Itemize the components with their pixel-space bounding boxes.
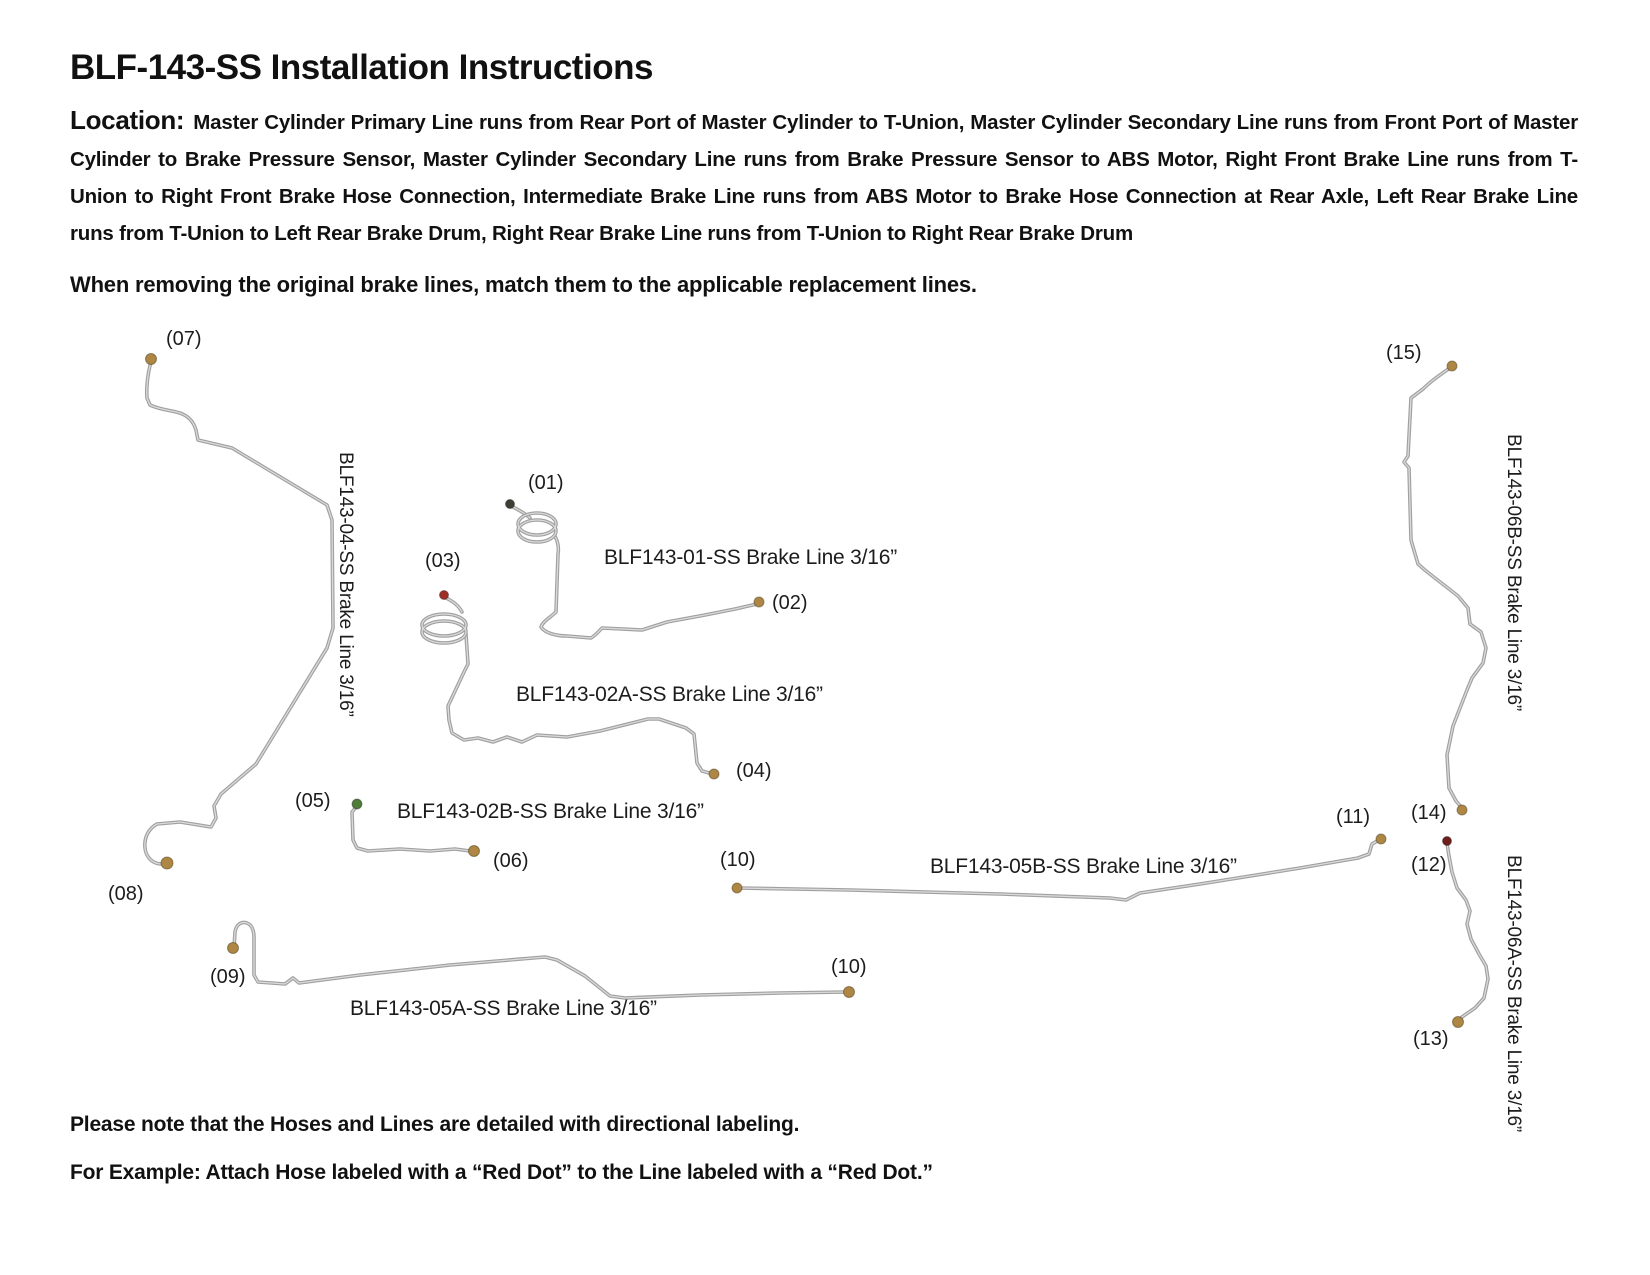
callout-09: (09)	[210, 966, 246, 988]
footer-example: For Example: Attach Hose labeled with a “Red Dot” to the Line labeled with a “Red Dot.”	[70, 1161, 933, 1184]
label-line-05a: BLF143-05A-SS Brake Line 3/16”	[350, 997, 657, 1020]
fitting-01-dark-dot	[506, 500, 515, 509]
callout-11: (11)	[1336, 806, 1371, 828]
callout-10-lower: (10)	[831, 956, 867, 978]
callout-12: (12)	[1411, 854, 1447, 876]
label-line-04-vertical: BLF143-04-SS Brake Line 3/16”	[335, 452, 356, 717]
page-title: BLF-143-SS Installation Instructions	[70, 48, 653, 87]
callout-06: (06)	[493, 850, 529, 872]
callout-04: (04)	[736, 760, 772, 782]
location-text: Master Cylinder Primary Line runs from Rear Port of Master Cylinder to T-Union, Master Cylinder Secondary Line runs from Front Port of Master Cylinder to Brake Pressure Sensor, Master Cylinder Secondary Line runs from Brake Pressure Sensor to ABS Motor, Right Front Brake Line runs from T-Union to Right Front Brake Hose Connection, Intermediate Brake Line runs from ABS Motor to Brake Hose Connection at Rear Axle, Left Rear Brake Line runs from T-Union to Left Rear Brake Drum, Right Rear Brake Line runs from T-Union to Right Rear Brake Drum	[70, 111, 1578, 245]
callout-03: (03)	[425, 550, 461, 572]
brake-line-01	[511, 506, 757, 638]
callout-13: (13)	[1413, 1028, 1449, 1050]
brake-line-05a	[234, 922, 847, 998]
match-note: When removing the original brake lines, match them to the applicable replacement lines.	[70, 272, 977, 297]
fitting-10-right	[844, 987, 855, 998]
location-label: Location:	[70, 105, 185, 135]
label-line-01: BLF143-01-SS Brake Line 3/16”	[604, 546, 898, 569]
fitting-10-left	[732, 883, 742, 893]
label-line-06b-vertical: BLF143-06B-SS Brake Line 3/16”	[1503, 434, 1524, 712]
callout-08: (08)	[108, 883, 144, 905]
fitting-15	[1447, 361, 1457, 371]
label-line-06a-vertical: BLF143-06A-SS Brake Line 3/16”	[1503, 855, 1524, 1133]
fitting-03-red-dot	[440, 591, 449, 600]
callout-15: (15)	[1386, 342, 1422, 364]
callout-10-upper: (10)	[720, 849, 756, 871]
brake-line-06a	[1447, 843, 1488, 1021]
callout-02: (02)	[772, 592, 808, 614]
fitting-04	[709, 769, 719, 779]
label-line-02a: BLF143-02A-SS Brake Line 3/16”	[516, 683, 823, 706]
fitting-13	[1453, 1017, 1464, 1028]
fitting-08	[161, 857, 173, 869]
brake-line-06b	[1404, 368, 1486, 808]
fitting-02	[754, 597, 764, 607]
footer-note: Please note that the Hoses and Lines are detailed with directional labeling.	[70, 1113, 800, 1136]
brake-line-04	[145, 362, 333, 864]
fitting-09	[228, 943, 239, 954]
fitting-12-dark-red-dot	[1443, 837, 1452, 846]
callout-14: (14)	[1411, 802, 1447, 824]
callout-07: (07)	[166, 328, 202, 350]
label-line-05b: BLF143-05B-SS Brake Line 3/16”	[930, 855, 1237, 878]
fitting-14	[1457, 805, 1467, 815]
fitting-11	[1376, 834, 1386, 844]
fitting-06	[469, 846, 480, 857]
fitting-07	[146, 354, 157, 365]
callout-01: (01)	[528, 472, 564, 494]
callout-05: (05)	[295, 790, 331, 812]
fitting-05-green-dot	[352, 799, 362, 809]
label-line-02b: BLF143-02B-SS Brake Line 3/16”	[397, 800, 704, 823]
